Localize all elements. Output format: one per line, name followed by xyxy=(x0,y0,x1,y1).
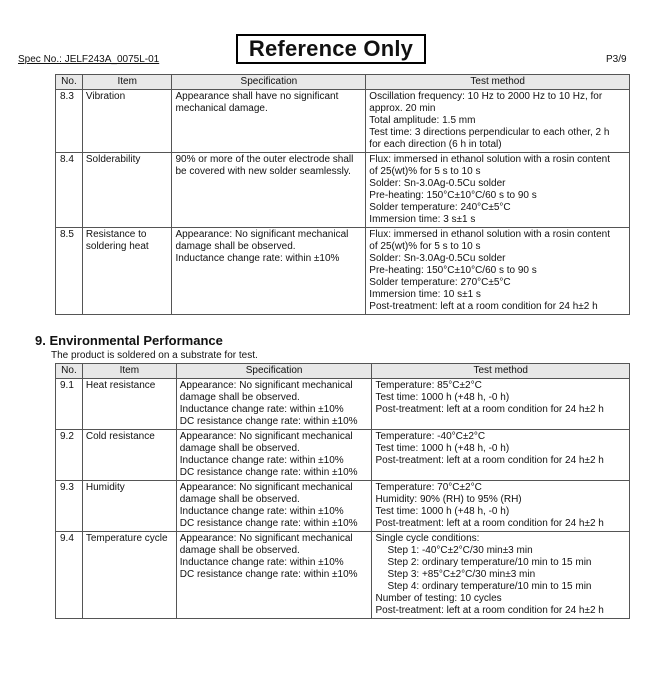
cell-item xyxy=(82,153,172,228)
cell-line: Inductance change rate: within ±10% xyxy=(179,404,344,415)
cell-line: Humidity: 90% (RH) to 95% (RH) xyxy=(375,494,522,505)
table-row xyxy=(56,90,630,153)
cell-line: Inductance change rate: within ±10% xyxy=(179,455,344,466)
cell-line: Inductance change rate: within ±10% xyxy=(175,253,340,264)
cell-line: Flux: immersed in ethanol solution with a rosin content xyxy=(369,229,610,240)
cell-no: 9.3 xyxy=(56,481,83,532)
cell-line: Step 1: -40°C±2°C/30 min±3 min xyxy=(387,545,533,556)
header-test-method: Test method xyxy=(372,364,630,379)
cell-test-method xyxy=(372,532,630,619)
cell-line: Post-treatment: left at a room condition for 24 h±2 h xyxy=(369,301,598,312)
section-note: The product is soldered on a substrate for test. xyxy=(51,350,258,361)
cell-line: Temperature: -40°C±2°C xyxy=(375,431,486,442)
cell-line: Pre-heating: 150°C±10°C/60 s to 90 s xyxy=(369,190,537,201)
cell-line: DC resistance change rate: within ±10% xyxy=(179,569,358,580)
cell-line: Appearance: No significant mechanical xyxy=(179,431,353,442)
cell-specification xyxy=(172,153,366,228)
cell-line: 90% or more of the outer electrode shall xyxy=(175,154,354,165)
cell-specification xyxy=(172,228,366,315)
table-reliability-tests xyxy=(55,74,630,315)
cell-line: Single cycle conditions: xyxy=(375,533,480,544)
table-row xyxy=(56,430,630,481)
cell-line: Humidity xyxy=(85,482,125,493)
cell-no: 8.4 xyxy=(56,153,83,228)
cell-test-method xyxy=(372,379,630,430)
cell-line: Step 2: ordinary temperature/10 min to 15 min xyxy=(387,557,592,568)
cell-test-method xyxy=(366,228,630,315)
cell-line: damage shall be observed. xyxy=(179,392,300,403)
cell-line: Pre-heating: 150°C±10°C/60 s to 90 s xyxy=(369,265,537,276)
cell-line: Test time: 3 directions perpendicular to each other, 2 h xyxy=(369,127,610,138)
cell-no: 9.1 xyxy=(56,379,83,430)
cell-line: damage shall be observed. xyxy=(179,494,300,505)
cell-line: Appearance: No significant mechanical xyxy=(175,229,349,240)
cell-item xyxy=(82,430,176,481)
cell-no: 8.5 xyxy=(56,228,83,315)
table-row xyxy=(56,532,630,619)
cell-test-method xyxy=(366,90,630,153)
header-specification: Specification xyxy=(172,75,366,90)
header-no: No. xyxy=(56,75,83,90)
cell-line: DC resistance change rate: within ±10% xyxy=(179,518,358,529)
cell-line: Post-treatment: left at a room condition for 24 h±2 h xyxy=(375,605,604,616)
cell-line: Solder temperature: 270°C±5°C xyxy=(369,277,511,288)
cell-line: Appearance shall have no significant xyxy=(175,91,339,102)
cell-line: damage shall be observed. xyxy=(179,545,300,556)
table-header-row xyxy=(56,75,630,90)
cell-line: Cold resistance xyxy=(85,431,155,442)
cell-line: Solderability xyxy=(85,154,141,165)
header-item: Item xyxy=(82,364,176,379)
cell-line: Solder: Sn-3.0Ag-0.5Cu solder xyxy=(369,253,506,264)
cell-line: Heat resistance xyxy=(85,380,156,391)
cell-line: mechanical damage. xyxy=(175,103,268,114)
cell-line: Immersion time: 10 s±1 s xyxy=(369,289,481,300)
cell-line: Immersion time: 3 s±1 s xyxy=(369,214,476,225)
cell-line: Appearance: No significant mechanical xyxy=(179,380,353,391)
cell-line: Inductance change rate: within ±10% xyxy=(179,506,344,517)
cell-line: Vibration xyxy=(85,91,126,102)
cell-line: Post-treatment: left at a room condition for 24 h±2 h xyxy=(375,404,604,415)
cell-line: approx. 20 min xyxy=(369,103,436,114)
cell-no: 8.3 xyxy=(56,90,83,153)
cell-line: Oscillation frequency: 10 Hz to 2000 Hz to 10 Hz, for xyxy=(369,91,603,102)
cell-specification xyxy=(172,90,366,153)
table-row xyxy=(56,153,630,228)
cell-test-method xyxy=(372,481,630,532)
cell-line: Test time: 1000 h (+48 h, -0 h) xyxy=(375,506,510,517)
cell-no: 9.4 xyxy=(56,532,83,619)
cell-specification xyxy=(176,379,372,430)
cell-line: Flux: immersed in ethanol solution with a rosin content xyxy=(369,154,610,165)
header-specification: Specification xyxy=(176,364,372,379)
cell-line: DC resistance change rate: within ±10% xyxy=(179,416,358,427)
cell-test-method xyxy=(366,153,630,228)
cell-no: 9.2 xyxy=(56,430,83,481)
cell-line: Solder temperature: 240°C±5°C xyxy=(369,202,511,213)
header-no: No. xyxy=(56,364,83,379)
cell-line: Resistance to xyxy=(85,229,147,240)
cell-line: Test time: 1000 h (+48 h, -0 h) xyxy=(375,443,510,454)
cell-specification xyxy=(176,481,372,532)
cell-line: Temperature cycle xyxy=(85,533,168,544)
cell-item xyxy=(82,379,176,430)
page-number: P3/9 xyxy=(606,54,627,65)
cell-line: for each direction (6 h in total) xyxy=(369,139,502,150)
cell-line: Total amplitude: 1.5 mm xyxy=(369,115,476,126)
cell-line: Post-treatment: left at a room condition for 24 h±2 h xyxy=(375,455,604,466)
section-title: 9. Environmental Performance xyxy=(35,333,223,348)
table-environmental-tests xyxy=(55,363,630,619)
cell-line: of 25(wt)% for 5 s to 10 s xyxy=(369,241,481,252)
cell-item xyxy=(82,90,172,153)
cell-line: Test time: 1000 h (+48 h, -0 h) xyxy=(375,392,510,403)
cell-line: Number of testing: 10 cycles xyxy=(375,593,502,604)
table-row xyxy=(56,481,630,532)
cell-item xyxy=(82,532,176,619)
table-row xyxy=(56,379,630,430)
header-item: Item xyxy=(82,75,172,90)
cell-line: Temperature: 85°C±2°C xyxy=(375,380,482,391)
cell-test-method xyxy=(372,430,630,481)
cell-line: Appearance: No significant mechanical xyxy=(179,533,353,544)
cell-line: Temperature: 70°C±2°C xyxy=(375,482,482,493)
cell-specification xyxy=(176,532,372,619)
cell-line: damage shall be observed. xyxy=(175,241,296,252)
cell-line: of 25(wt)% for 5 s to 10 s xyxy=(369,166,481,177)
cell-item xyxy=(82,228,172,315)
cell-line: damage shall be observed. xyxy=(179,443,300,454)
reference-only-stamp: Reference Only xyxy=(236,34,426,64)
table-row xyxy=(56,228,630,315)
cell-line: Appearance: No significant mechanical xyxy=(179,482,353,493)
cell-specification xyxy=(176,430,372,481)
cell-line: DC resistance change rate: within ±10% xyxy=(179,467,358,478)
cell-line: be covered with new solder seamlessly. xyxy=(175,166,351,177)
cell-line: Inductance change rate: within ±10% xyxy=(179,557,344,568)
spec-number: Spec No.: JELF243A_0075L-01 xyxy=(18,54,160,65)
cell-line: Step 4: ordinary temperature/10 min to 15 min xyxy=(387,581,592,592)
cell-line: Solder: Sn-3.0Ag-0.5Cu solder xyxy=(369,178,506,189)
cell-line: Post-treatment: left at a room condition for 24 h±2 h xyxy=(375,518,604,529)
table-header-row xyxy=(56,364,630,379)
cell-item xyxy=(82,481,176,532)
cell-line: soldering heat xyxy=(85,241,149,252)
header-test-method: Test method xyxy=(366,75,630,90)
cell-line: Step 3: +85°C±2°C/30 min±3 min xyxy=(387,569,536,580)
